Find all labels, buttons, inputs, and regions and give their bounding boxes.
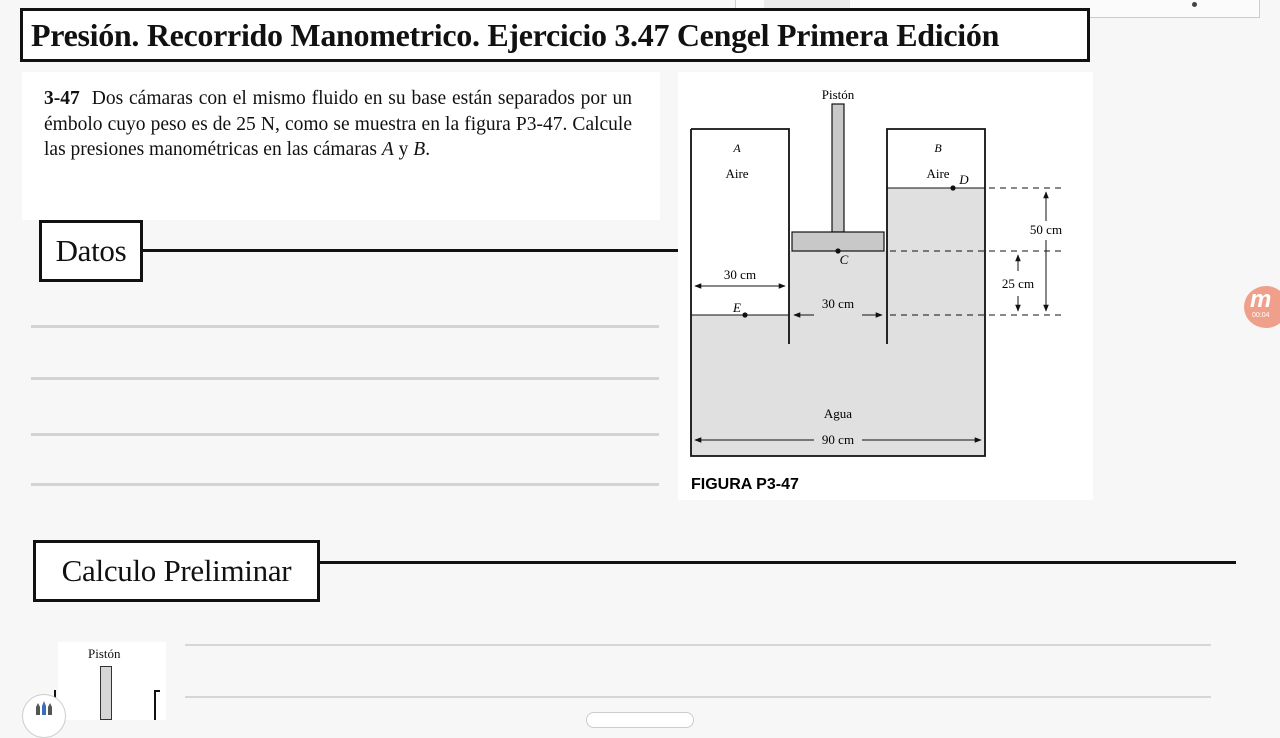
answer-line-1 xyxy=(31,325,659,328)
figure-caption: FIGURA P3-47 xyxy=(691,476,799,493)
water-label: Agua xyxy=(823,406,853,421)
pen-tools-button[interactable] xyxy=(22,694,66,738)
chamber-a-ref: A xyxy=(381,139,394,160)
piston-label: Pistón xyxy=(821,87,855,102)
recorder-logo: m xyxy=(1250,286,1272,313)
section-heading-datos-text: Datos xyxy=(55,233,127,268)
point-e-label: E xyxy=(733,300,741,315)
dim-25-label: 25 cm xyxy=(1001,276,1035,291)
dim-30-mid-label: 30 cm xyxy=(821,296,855,311)
thumbnail-tank-wall xyxy=(154,690,160,720)
screen-recorder-badge[interactable] xyxy=(1244,286,1280,328)
chamber-b-ref: B xyxy=(413,139,426,160)
point-d-marker xyxy=(950,185,955,190)
dim-50-label: 50 cm xyxy=(1029,222,1063,237)
dim-90-label: 90 cm xyxy=(821,432,855,447)
thumbnail-piston-label: Pistón xyxy=(88,646,121,661)
recorder-time: 00:04 xyxy=(1252,312,1270,319)
dim-30-left-label: 30 cm xyxy=(723,267,757,282)
pen-tools-icon xyxy=(31,701,57,715)
figure-thumbnail xyxy=(58,642,166,720)
problem-end: . xyxy=(425,139,431,160)
air-a-label: Aire xyxy=(725,166,749,181)
answer-line-2 xyxy=(31,377,659,380)
problem-number: 3-47 xyxy=(44,88,80,109)
toolbar-more-icon[interactable] xyxy=(1192,2,1197,7)
chamber-a-letter: A xyxy=(733,141,741,155)
problem-body: Dos cámaras con el mismo fluido en su base están separados por un émbolo cuyo peso es de 25 N, como se muestra en la figura P3-47. Calcule las presiones manométricas en las cámaras xyxy=(44,88,632,160)
problem-joiner: y xyxy=(393,139,414,160)
water-left xyxy=(691,315,789,456)
section-heading-calculo xyxy=(33,540,320,602)
thumbnail-piston-rod xyxy=(100,666,112,720)
answer-line-6 xyxy=(185,696,1211,698)
chamber-b-letter: B xyxy=(934,141,942,155)
piston-plate xyxy=(792,232,884,251)
page-title-text: Presión. Recorrido Manometrico. Ejercicio 3.47 Cengel Primera Edición xyxy=(31,16,1000,53)
section-heading-datos xyxy=(39,220,143,282)
figure-p3-47 xyxy=(678,72,1093,500)
point-d-label: D xyxy=(959,172,969,187)
point-c-label: C xyxy=(839,252,849,267)
point-e-marker xyxy=(742,312,747,317)
answer-line-3 xyxy=(31,433,659,436)
air-b-label: Aire xyxy=(926,166,950,181)
page-nav-control[interactable] xyxy=(586,712,694,728)
problem-text-block xyxy=(44,86,632,163)
water-middle xyxy=(789,251,887,456)
page-title xyxy=(20,8,1090,62)
section-line-datos xyxy=(143,249,678,252)
problem-statement xyxy=(22,72,660,220)
answer-line-4 xyxy=(31,483,659,486)
piston-rod xyxy=(832,104,844,232)
section-line-calculo xyxy=(320,561,1236,564)
answer-line-5 xyxy=(185,644,1211,646)
tank-diagram xyxy=(678,72,1093,500)
water-right xyxy=(887,188,985,456)
section-heading-calculo-text: Calculo Preliminar xyxy=(61,553,292,588)
